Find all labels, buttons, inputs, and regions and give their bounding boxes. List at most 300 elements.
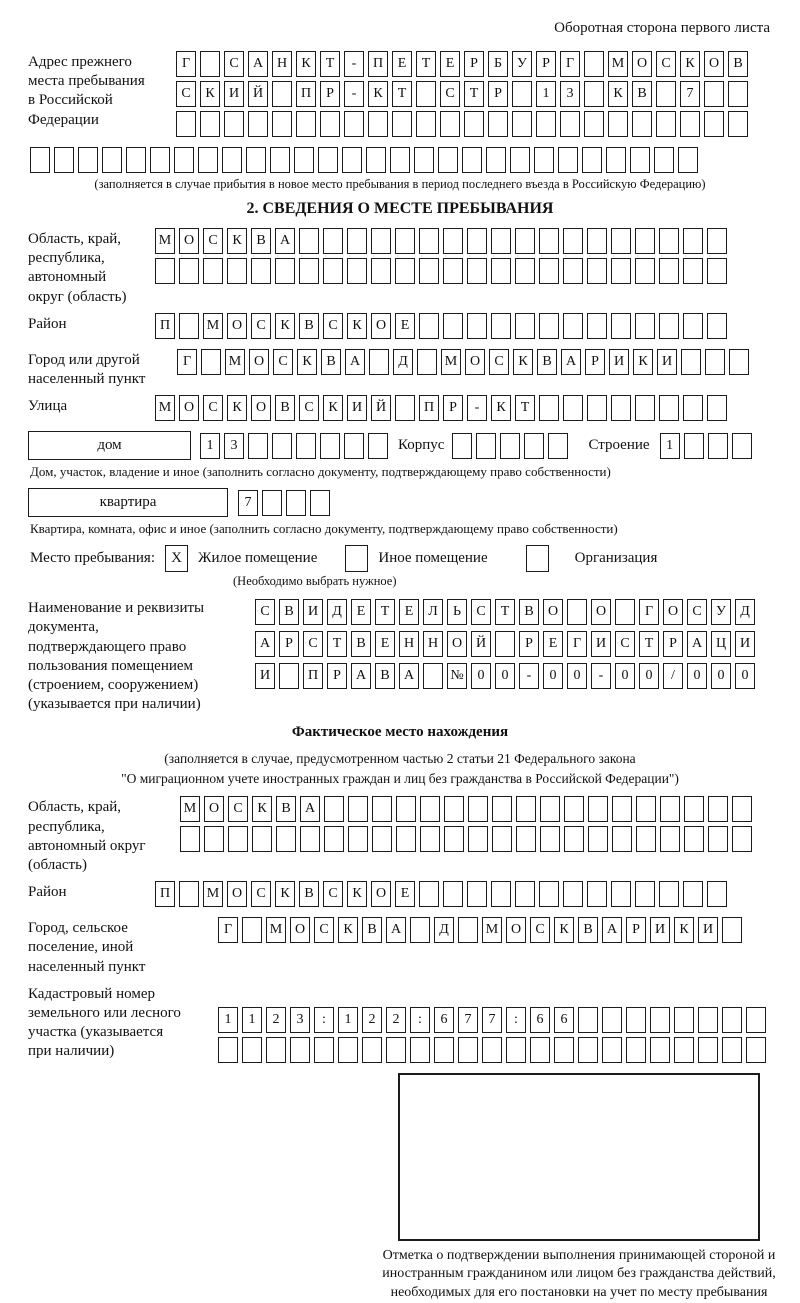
form-cell[interactable]: В <box>375 663 395 689</box>
form-cell[interactable] <box>698 1037 718 1063</box>
form-cell[interactable]: П <box>155 881 175 907</box>
form-cell[interactable] <box>262 490 282 516</box>
form-cell[interactable] <box>630 147 650 173</box>
form-cell[interactable]: В <box>251 228 271 254</box>
form-cell[interactable] <box>296 433 316 459</box>
form-cell[interactable]: О <box>371 313 391 339</box>
form-cell[interactable] <box>371 228 391 254</box>
form-cell[interactable]: : <box>314 1007 334 1033</box>
form-cell[interactable] <box>684 796 704 822</box>
form-cell[interactable]: Е <box>375 631 395 657</box>
form-cell[interactable] <box>179 881 199 907</box>
form-cell[interactable]: 3 <box>560 81 580 107</box>
form-cell[interactable]: С <box>656 51 676 77</box>
form-cell[interactable] <box>410 917 430 943</box>
form-cell[interactable]: В <box>537 349 557 375</box>
form-cell[interactable]: Ц <box>711 631 731 657</box>
form-cell[interactable] <box>423 663 443 689</box>
form-cell[interactable] <box>201 349 221 375</box>
form-cell[interactable] <box>587 258 607 284</box>
form-cell[interactable]: Н <box>399 631 419 657</box>
form-cell[interactable] <box>587 881 607 907</box>
form-cell[interactable] <box>635 258 655 284</box>
form-cell[interactable]: Д <box>434 917 454 943</box>
form-cell[interactable] <box>414 147 434 173</box>
form-cell[interactable] <box>656 111 676 137</box>
form-cell[interactable]: 0 <box>567 663 587 689</box>
form-cell[interactable]: О <box>465 349 485 375</box>
form-cell[interactable] <box>342 147 362 173</box>
form-cell[interactable] <box>722 917 742 943</box>
form-cell[interactable] <box>587 395 607 421</box>
form-cell[interactable] <box>390 147 410 173</box>
form-cell[interactable] <box>492 826 512 852</box>
form-cell[interactable]: С <box>251 881 271 907</box>
form-cell[interactable] <box>722 1007 742 1033</box>
form-cell[interactable] <box>681 349 701 375</box>
form-cell[interactable]: 2 <box>362 1007 382 1033</box>
form-cell[interactable] <box>683 258 703 284</box>
form-cell[interactable] <box>246 147 266 173</box>
form-cell[interactable]: О <box>543 599 563 625</box>
form-cell[interactable] <box>530 1037 550 1063</box>
form-cell[interactable]: В <box>632 81 652 107</box>
form-cell[interactable] <box>200 51 220 77</box>
form-cell[interactable]: М <box>180 796 200 822</box>
form-cell[interactable]: С <box>203 395 223 421</box>
form-cell[interactable]: Г <box>218 917 238 943</box>
form-cell[interactable] <box>458 1037 478 1063</box>
form-cell[interactable] <box>684 433 704 459</box>
form-cell[interactable]: С <box>323 313 343 339</box>
form-cell[interactable] <box>635 228 655 254</box>
form-cell[interactable] <box>468 826 488 852</box>
form-cell[interactable] <box>491 881 511 907</box>
form-cell[interactable] <box>320 433 340 459</box>
form-cell[interactable]: К <box>252 796 272 822</box>
form-cell[interactable] <box>495 631 515 657</box>
form-cell[interactable] <box>512 111 532 137</box>
form-cell[interactable]: Г <box>639 599 659 625</box>
form-cell[interactable]: 0 <box>615 663 635 689</box>
form-cell[interactable]: С <box>299 395 319 421</box>
form-cell[interactable] <box>476 433 496 459</box>
form-cell[interactable] <box>674 1007 694 1033</box>
form-cell[interactable] <box>722 1037 742 1063</box>
form-cell[interactable]: Н <box>423 631 443 657</box>
form-cell[interactable]: О <box>591 599 611 625</box>
form-cell[interactable]: Ь <box>447 599 467 625</box>
form-cell[interactable] <box>395 258 415 284</box>
form-cell[interactable] <box>176 111 196 137</box>
form-cell[interactable] <box>444 826 464 852</box>
form-cell[interactable]: В <box>519 599 539 625</box>
form-cell[interactable]: 1 <box>660 433 680 459</box>
form-cell[interactable]: И <box>591 631 611 657</box>
form-cell[interactable]: М <box>441 349 461 375</box>
form-cell[interactable] <box>708 826 728 852</box>
form-cell[interactable] <box>563 228 583 254</box>
form-cell[interactable] <box>746 1037 766 1063</box>
form-cell[interactable] <box>126 147 146 173</box>
form-cell[interactable] <box>707 258 727 284</box>
form-cell[interactable]: О <box>371 881 391 907</box>
form-cell[interactable] <box>395 395 415 421</box>
form-cell[interactable] <box>314 1037 334 1063</box>
form-cell[interactable] <box>540 826 560 852</box>
form-cell[interactable]: Т <box>327 631 347 657</box>
form-cell[interactable]: И <box>698 917 718 943</box>
form-cell[interactable] <box>567 599 587 625</box>
form-cell[interactable]: П <box>419 395 439 421</box>
form-cell[interactable] <box>344 111 364 137</box>
form-cell[interactable] <box>324 826 344 852</box>
form-cell[interactable] <box>539 313 559 339</box>
form-cell[interactable] <box>587 228 607 254</box>
form-cell[interactable] <box>347 228 367 254</box>
form-cell[interactable] <box>678 147 698 173</box>
form-cell[interactable]: Е <box>392 51 412 77</box>
form-cell[interactable] <box>732 796 752 822</box>
form-cell[interactable] <box>462 147 482 173</box>
form-cell[interactable] <box>368 111 388 137</box>
form-cell[interactable] <box>539 258 559 284</box>
form-cell[interactable]: К <box>674 917 694 943</box>
form-cell[interactable] <box>488 111 508 137</box>
form-cell[interactable] <box>704 111 724 137</box>
form-cell[interactable] <box>588 796 608 822</box>
form-cell[interactable]: К <box>513 349 533 375</box>
form-cell[interactable]: В <box>275 395 295 421</box>
form-cell[interactable] <box>486 147 506 173</box>
form-cell[interactable] <box>275 258 295 284</box>
form-cell[interactable] <box>368 433 388 459</box>
form-cell[interactable] <box>227 258 247 284</box>
form-cell[interactable] <box>674 1037 694 1063</box>
form-cell[interactable]: М <box>225 349 245 375</box>
form-cell[interactable]: О <box>447 631 467 657</box>
form-cell[interactable]: К <box>680 51 700 77</box>
form-cell[interactable]: С <box>440 81 460 107</box>
form-cell[interactable] <box>198 147 218 173</box>
form-cell[interactable] <box>564 826 584 852</box>
form-cell[interactable] <box>683 395 703 421</box>
form-cell[interactable] <box>252 826 272 852</box>
form-cell[interactable]: В <box>321 349 341 375</box>
form-cell[interactable] <box>612 826 632 852</box>
form-cell[interactable] <box>516 826 536 852</box>
form-cell[interactable] <box>443 313 463 339</box>
form-cell[interactable]: Й <box>371 395 391 421</box>
form-cell[interactable]: № <box>447 663 467 689</box>
form-cell[interactable]: А <box>687 631 707 657</box>
form-cell[interactable] <box>539 881 559 907</box>
form-cell[interactable]: С <box>176 81 196 107</box>
form-cell[interactable] <box>242 917 262 943</box>
form-cell[interactable]: К <box>338 917 358 943</box>
form-cell[interactable]: В <box>299 313 319 339</box>
form-cell[interactable]: Е <box>399 599 419 625</box>
form-cell[interactable] <box>416 111 436 137</box>
form-cell[interactable]: - <box>519 663 539 689</box>
form-cell[interactable] <box>419 313 439 339</box>
form-cell[interactable] <box>54 147 74 173</box>
form-cell[interactable]: Т <box>375 599 395 625</box>
form-cell[interactable] <box>434 1037 454 1063</box>
form-cell[interactable] <box>635 395 655 421</box>
form-cell[interactable] <box>708 433 728 459</box>
form-cell[interactable]: Т <box>416 51 436 77</box>
form-cell[interactable]: Т <box>464 81 484 107</box>
form-cell[interactable] <box>615 599 635 625</box>
form-cell[interactable] <box>707 313 727 339</box>
form-cell[interactable]: И <box>657 349 677 375</box>
form-cell[interactable]: П <box>296 81 316 107</box>
form-cell[interactable]: Д <box>327 599 347 625</box>
form-cell[interactable] <box>659 395 679 421</box>
form-cell[interactable] <box>554 1037 574 1063</box>
form-cell[interactable] <box>515 313 535 339</box>
form-cell[interactable]: Е <box>395 313 415 339</box>
form-cell[interactable] <box>506 1037 526 1063</box>
form-cell[interactable]: Г <box>560 51 580 77</box>
form-cell[interactable] <box>443 258 463 284</box>
form-cell[interactable]: Г <box>177 349 197 375</box>
form-cell[interactable]: В <box>578 917 598 943</box>
form-cell[interactable]: К <box>633 349 653 375</box>
form-cell[interactable] <box>218 1037 238 1063</box>
form-cell[interactable] <box>203 258 223 284</box>
form-cell[interactable]: С <box>323 881 343 907</box>
form-cell[interactable] <box>680 111 700 137</box>
stay-type-checkbox-other[interactable] <box>345 545 368 572</box>
form-cell[interactable]: 1 <box>242 1007 262 1033</box>
form-cell[interactable]: А <box>300 796 320 822</box>
form-cell[interactable] <box>588 826 608 852</box>
form-cell[interactable]: В <box>276 796 296 822</box>
form-cell[interactable]: П <box>155 313 175 339</box>
form-cell[interactable] <box>369 349 389 375</box>
form-cell[interactable] <box>467 258 487 284</box>
form-cell[interactable] <box>323 228 343 254</box>
form-cell[interactable] <box>155 258 175 284</box>
form-cell[interactable] <box>452 433 472 459</box>
form-cell[interactable] <box>458 917 478 943</box>
form-cell[interactable]: И <box>650 917 670 943</box>
form-cell[interactable] <box>222 147 242 173</box>
form-cell[interactable]: - <box>591 663 611 689</box>
form-cell[interactable]: А <box>561 349 581 375</box>
form-cell[interactable]: К <box>296 51 316 77</box>
form-cell[interactable]: 3 <box>224 433 244 459</box>
form-cell[interactable] <box>419 881 439 907</box>
form-cell[interactable] <box>611 395 631 421</box>
form-cell[interactable] <box>612 796 632 822</box>
form-cell[interactable]: А <box>345 349 365 375</box>
form-cell[interactable]: 2 <box>266 1007 286 1033</box>
form-cell[interactable] <box>584 81 604 107</box>
form-cell[interactable]: К <box>227 228 247 254</box>
form-cell[interactable]: О <box>227 881 247 907</box>
form-cell[interactable]: Н <box>272 51 292 77</box>
form-cell[interactable]: К <box>323 395 343 421</box>
form-cell[interactable] <box>266 1037 286 1063</box>
form-cell[interactable] <box>286 490 306 516</box>
form-cell[interactable]: М <box>155 228 175 254</box>
form-cell[interactable] <box>512 81 532 107</box>
form-cell[interactable] <box>310 490 330 516</box>
form-cell[interactable]: А <box>255 631 275 657</box>
form-cell[interactable] <box>660 796 680 822</box>
form-cell[interactable]: А <box>248 51 268 77</box>
form-cell[interactable]: Р <box>536 51 556 77</box>
form-cell[interactable]: С <box>251 313 271 339</box>
form-cell[interactable] <box>102 147 122 173</box>
form-cell[interactable]: 1 <box>218 1007 238 1033</box>
form-cell[interactable]: У <box>512 51 532 77</box>
form-cell[interactable]: С <box>687 599 707 625</box>
form-cell[interactable]: Т <box>639 631 659 657</box>
form-cell[interactable]: А <box>275 228 295 254</box>
form-cell[interactable] <box>204 826 224 852</box>
form-cell[interactable] <box>386 1037 406 1063</box>
form-cell[interactable]: К <box>347 881 367 907</box>
form-cell[interactable]: Р <box>663 631 683 657</box>
form-cell[interactable] <box>656 81 676 107</box>
form-cell[interactable] <box>650 1037 670 1063</box>
form-cell[interactable] <box>659 228 679 254</box>
form-cell[interactable] <box>563 881 583 907</box>
form-cell[interactable] <box>371 258 391 284</box>
form-cell[interactable]: Т <box>320 51 340 77</box>
form-cell[interactable] <box>611 258 631 284</box>
form-cell[interactable] <box>272 111 292 137</box>
form-cell[interactable]: : <box>506 1007 526 1033</box>
form-cell[interactable] <box>524 433 544 459</box>
form-cell[interactable] <box>683 228 703 254</box>
form-cell[interactable]: П <box>368 51 388 77</box>
form-cell[interactable] <box>270 147 290 173</box>
form-cell[interactable]: Е <box>440 51 460 77</box>
form-cell[interactable] <box>30 147 50 173</box>
form-cell[interactable] <box>705 349 725 375</box>
form-cell[interactable] <box>395 228 415 254</box>
form-cell[interactable] <box>279 663 299 689</box>
form-cell[interactable]: С <box>255 599 275 625</box>
form-cell[interactable] <box>410 1037 430 1063</box>
form-cell[interactable] <box>608 111 628 137</box>
form-cell[interactable]: 2 <box>386 1007 406 1033</box>
form-cell[interactable] <box>515 881 535 907</box>
form-cell[interactable]: Р <box>320 81 340 107</box>
form-cell[interactable] <box>468 796 488 822</box>
form-cell[interactable]: Й <box>248 81 268 107</box>
form-cell[interactable] <box>482 1037 502 1063</box>
form-cell[interactable] <box>611 313 631 339</box>
form-cell[interactable] <box>242 1037 262 1063</box>
form-cell[interactable]: С <box>530 917 550 943</box>
form-cell[interactable] <box>440 111 460 137</box>
form-cell[interactable] <box>536 111 556 137</box>
form-cell[interactable] <box>396 826 416 852</box>
form-cell[interactable] <box>362 1037 382 1063</box>
form-cell[interactable]: В <box>728 51 748 77</box>
form-cell[interactable] <box>728 81 748 107</box>
form-cell[interactable]: 6 <box>554 1007 574 1033</box>
form-cell[interactable]: С <box>224 51 244 77</box>
form-cell[interactable]: Р <box>327 663 347 689</box>
form-cell[interactable] <box>563 258 583 284</box>
form-cell[interactable]: О <box>179 228 199 254</box>
form-cell[interactable] <box>510 147 530 173</box>
form-cell[interactable] <box>347 258 367 284</box>
form-cell[interactable]: К <box>491 395 511 421</box>
form-cell[interactable] <box>417 349 437 375</box>
form-cell[interactable]: О <box>204 796 224 822</box>
form-cell[interactable]: - <box>344 51 364 77</box>
form-cell[interactable] <box>300 826 320 852</box>
form-cell[interactable]: М <box>482 917 502 943</box>
form-cell[interactable] <box>704 81 724 107</box>
form-cell[interactable]: О <box>251 395 271 421</box>
form-cell[interactable] <box>299 258 319 284</box>
form-cell[interactable] <box>492 796 512 822</box>
form-cell[interactable]: Б <box>488 51 508 77</box>
form-cell[interactable]: Р <box>464 51 484 77</box>
form-cell[interactable]: Е <box>543 631 563 657</box>
form-cell[interactable] <box>324 796 344 822</box>
form-cell[interactable] <box>443 228 463 254</box>
form-cell[interactable] <box>587 313 607 339</box>
form-cell[interactable] <box>338 1037 358 1063</box>
form-cell[interactable]: Т <box>495 599 515 625</box>
form-cell[interactable] <box>650 1007 670 1033</box>
form-cell[interactable]: : <box>410 1007 430 1033</box>
form-cell[interactable] <box>228 826 248 852</box>
form-cell[interactable] <box>420 796 440 822</box>
form-cell[interactable] <box>443 881 463 907</box>
form-cell[interactable] <box>578 1037 598 1063</box>
form-cell[interactable]: А <box>386 917 406 943</box>
form-cell[interactable]: С <box>273 349 293 375</box>
form-cell[interactable] <box>272 433 292 459</box>
form-cell[interactable] <box>467 228 487 254</box>
form-cell[interactable]: О <box>663 599 683 625</box>
form-cell[interactable] <box>372 796 392 822</box>
form-cell[interactable]: К <box>275 881 295 907</box>
form-cell[interactable] <box>635 313 655 339</box>
form-cell[interactable] <box>438 147 458 173</box>
form-cell[interactable] <box>564 796 584 822</box>
form-cell[interactable] <box>323 258 343 284</box>
form-cell[interactable]: Е <box>351 599 371 625</box>
form-cell[interactable]: 0 <box>687 663 707 689</box>
form-cell[interactable] <box>180 826 200 852</box>
form-cell[interactable] <box>636 826 656 852</box>
form-cell[interactable] <box>563 313 583 339</box>
form-cell[interactable] <box>174 147 194 173</box>
form-cell[interactable]: М <box>203 881 223 907</box>
form-cell[interactable]: 0 <box>495 663 515 689</box>
form-cell[interactable]: О <box>290 917 310 943</box>
form-cell[interactable]: - <box>344 81 364 107</box>
form-cell[interactable] <box>372 826 392 852</box>
form-cell[interactable]: 7 <box>482 1007 502 1033</box>
form-cell[interactable]: П <box>303 663 323 689</box>
form-cell[interactable] <box>746 1007 766 1033</box>
form-cell[interactable]: О <box>506 917 526 943</box>
form-cell[interactable]: Р <box>279 631 299 657</box>
